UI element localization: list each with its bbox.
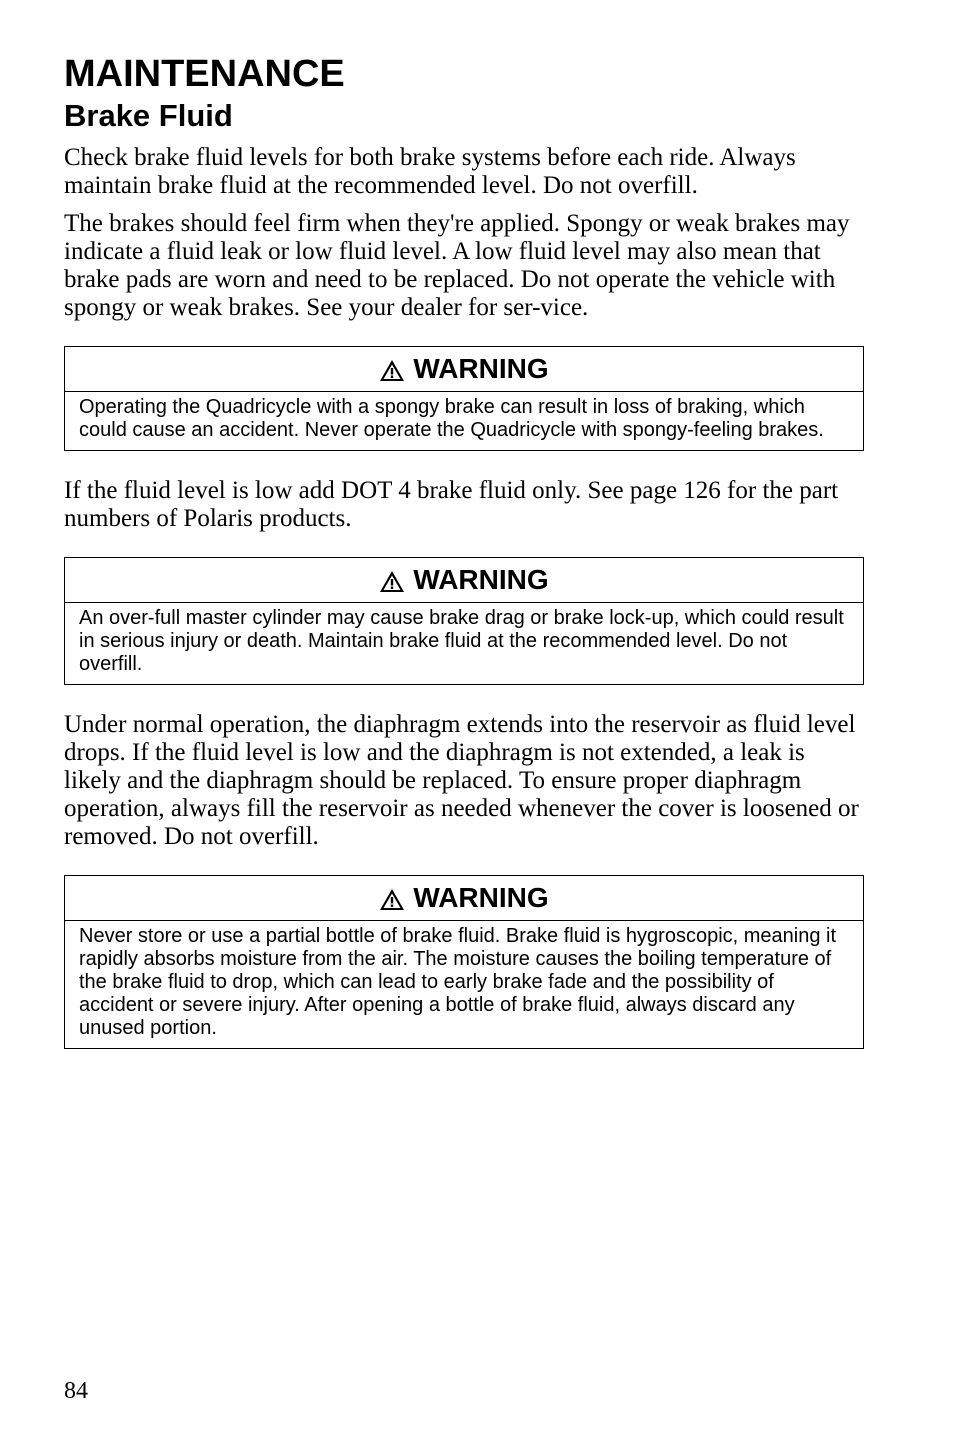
page-content — [64, 52, 864, 1075]
warning-triangle-icon — [379, 359, 405, 382]
warning-title: WARNING — [413, 353, 549, 384]
paragraph-check-levels: Check brake fluid levels for both brake systems before each ride. Always maintain brake fluid at the recommended level. Do not overfill. — [64, 144, 796, 199]
warning-header — [65, 347, 863, 392]
warning-box-overfull-cylinder — [64, 557, 864, 685]
page-number: 84 — [64, 1378, 88, 1404]
warning-header — [65, 558, 863, 603]
warning-box-partial-bottle — [64, 875, 864, 1049]
warning-text: Never store or use a partial bottle of brake fluid. Brake fluid is hygroscopic, meaning it rapidly absorbs moisture from the air. The moisture causes the boiling temperature of the brake fluid to drop, which can lead to early brake fade and the possibility of accident or severe injury. After opening a bottle of brake fluid, always discard any unused portion. — [79, 925, 837, 1039]
subsection-title: Brake Fluid — [64, 98, 233, 133]
warning-triangle-icon — [379, 888, 405, 911]
section-title: MAINTENANCE — [64, 53, 345, 95]
warning-text: An over-full master cylinder may cause brake drag or brake lock-up, which could result in serious injury or death. Maintain brake fluid at the recommended level. Do not overfill. — [79, 607, 844, 675]
warning-title: WARNING — [413, 882, 549, 913]
warning-title: WARNING — [413, 564, 549, 595]
paragraph-dot4-fluid: If the fluid level is low add DOT 4 brake fluid only. See page 126 for the part numbers of Polaris products. — [64, 477, 839, 532]
warning-triangle-icon — [379, 570, 405, 593]
warning-box-spongy-brake — [64, 346, 864, 451]
paragraph-diaphragm: Under normal operation, the diaphragm extends into the reservoir as fluid level drops. If the fluid level is low and the diaphragm is not extended, a leak is likely and the diaphragm should be replaced. To ensure proper diaphragm operation, always fill the reservoir as needed whenever the cover is loosened or removed. Do not overfill. — [64, 711, 859, 850]
paragraph-brake-feel: The brakes should feel firm when they're applied. Spongy or weak brakes may indicate a fluid leak or low fluid level. A low fluid level may also mean that brake pads are worn and need to be replaced. Do not operate the vehicle with spongy or weak brakes. See your dealer for ser-vice. — [64, 210, 850, 321]
warning-text: Operating the Quadricycle with a spongy brake can result in loss of braking, which could cause an accident. Never operate the Quadricycle with spongy-feeling brakes. — [79, 396, 824, 441]
warning-header — [65, 876, 863, 921]
